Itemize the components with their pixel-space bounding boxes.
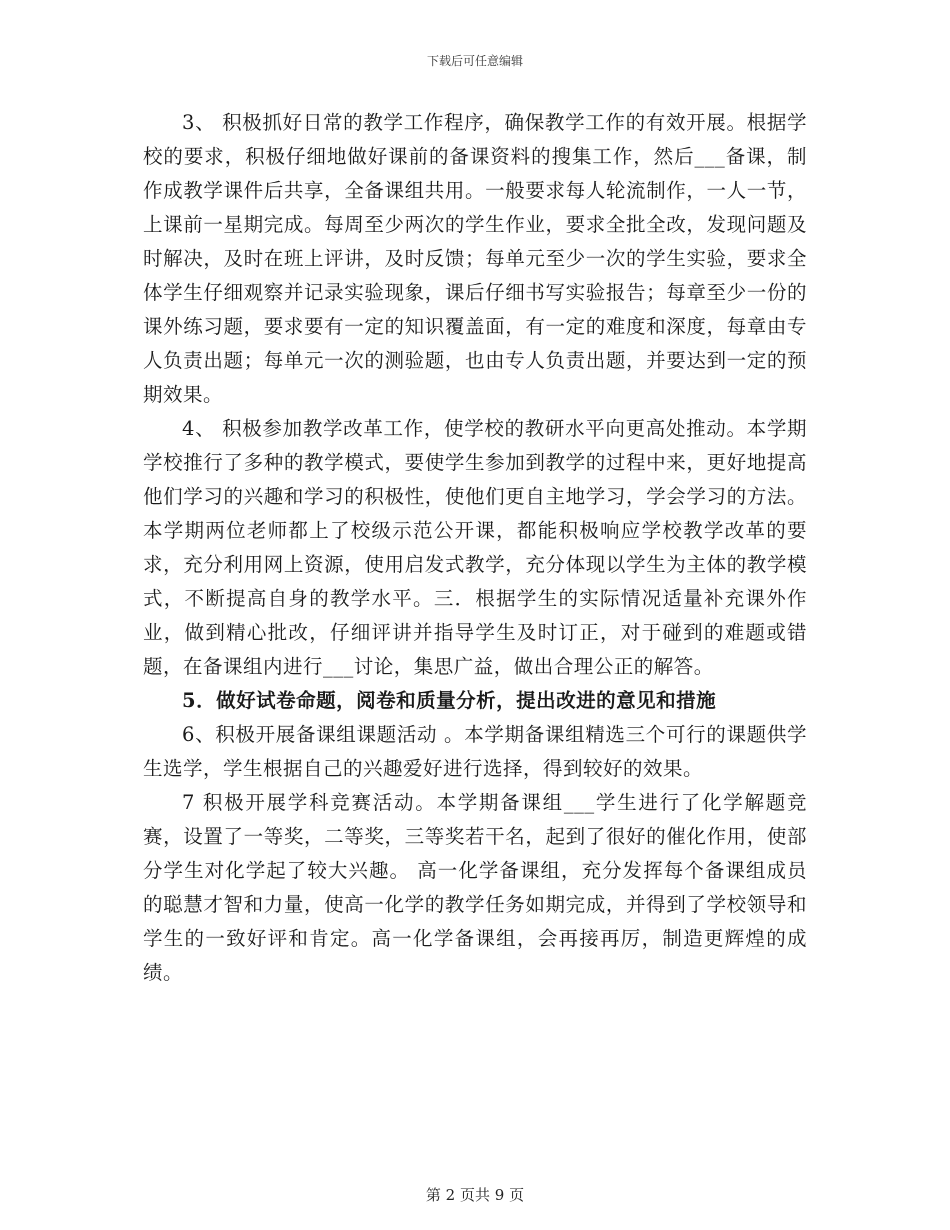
page-footer: 第 2 页共 9 页 (425, 1186, 525, 1204)
page-header: 下载后可任意编辑 (426, 54, 523, 68)
paragraph-7: 7 积极开展学科竞赛活动。本学期备课组___学生进行了化学解题竞赛，设置了一等奖，二等奖，三等奖若干名，起到了很好的催化作用，使部分学生对化学起了较大兴趣。 高一化学备课组，充分发挥每个备课组成员的聪慧才智和力量，使高一化学的教学任务如期完成，并得到了学校领导和学生的一致好评和肯定。高一化学备课组，会再接再厉，制造更辉煌的成绩。 (143, 791, 807, 984)
paragraph-6: 6、积极开展备课组课题活动 。本学期备课组精选三个可行的课题供学生选学，学生根据自己的兴趣爱好进行选择，得到较好的效果。 (143, 723, 807, 780)
document-body (143, 106, 807, 990)
paragraph-5-heading: 5．做好试卷命题，阅卷和质量分析，提出改进的意见和措施 (182, 689, 717, 712)
paragraph-4: 4、 积极参加教学改革工作，使学校的教研水平向更高处推动。本学期学校推行了多种的教学模式，要使学生参加到教学的过程中来，更好地提高他们学习的兴趣和学习的积极性，使他们更自主地学习，学会学习的方法。本学期两位老师都上了校级示范公开课，都能积极响应学校教学改革的要求，充分利用网上资源，使用启发式教学，充分体现以学生为主体的教学模式，不断提高自身的教学水平。三．根据学生的实际情况适量补充课外作业，做到精心批改，仔细评讲并指导学生及时订正，对于碰到的难题或错题，在备课组内进行___讨论，集思广益，做出合理公正的解答。 (143, 417, 807, 678)
paragraph-3: 3、 积极抓好日常的教学工作程序，确保教学工作的有效开展。根据学校的要求，积极仔细地做好课前的备课资料的搜集工作，然后___备课，制作成教学课件后共享，全备课组共用。一般要求每人轮流制作，一人一节，上课前一星期完成。每周至少两次的学生作业，要求全批全改，发现问题及时解决，及时在班上评讲，及时反馈；每单元至少一次的学生实验，要求全体学生仔细观察并记录实验现象，课后仔细书写实验报告；每章至少一份的课外练习题，要求要有一定的知识覆盖面，有一定的难度和深度，每章由专人负责出题；每单元一次的测验题，也由专人负责出题，并要达到一定的预期效果。 (143, 111, 807, 406)
